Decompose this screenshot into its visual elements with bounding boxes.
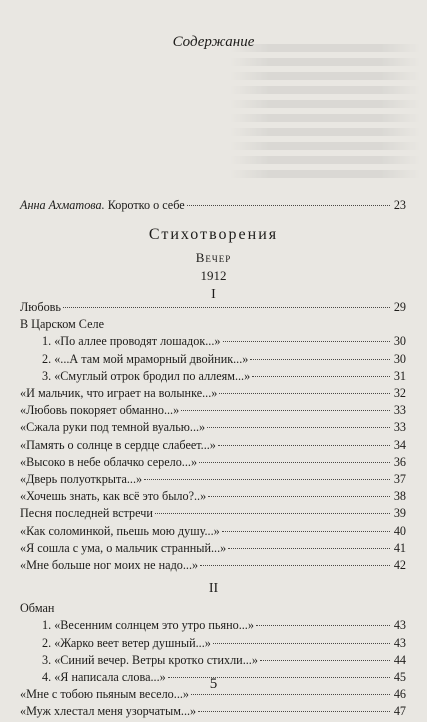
- dot-leader: [207, 427, 390, 428]
- toc-entry: [20, 558, 406, 576]
- toc-entry-title: «Сжала руки под темной вуалью...»: [20, 420, 206, 435]
- toc-entry-title: «Муж хлестал меня узорчатым...»: [20, 704, 197, 719]
- toc-entry-title: В Царском Селе: [20, 317, 104, 332]
- part-heading: I: [211, 287, 216, 302]
- toc-entry-title: «Как соломинкой, пьешь мою душу...»: [20, 523, 220, 538]
- page-number-value: 5: [209, 676, 218, 692]
- toc-page-number: 44: [393, 652, 406, 667]
- toc-entry-title: Песня последней встречи: [20, 506, 153, 521]
- toc-page-number: 45: [393, 670, 406, 684]
- toc-entry: [42, 352, 406, 370]
- dot-leader: [252, 376, 390, 377]
- toc-page-number: 30: [393, 334, 406, 349]
- toc-entry: [20, 472, 406, 490]
- toc-entry: [20, 524, 406, 542]
- toc-page-number: 33: [393, 420, 406, 435]
- toc-entry-title: «И мальчик, что играет на волынке...»: [20, 386, 218, 400]
- toc-page-number: 47: [393, 704, 406, 719]
- toc-page-number: 38: [393, 489, 406, 504]
- toc-entry-title: «Дверь полуоткрыта...»: [20, 472, 143, 486]
- section-heading: Стихотворения: [148, 226, 279, 243]
- toc-entry: [20, 438, 406, 456]
- dot-leader: [218, 445, 390, 446]
- toc-entry: [20, 386, 406, 404]
- dot-leader: [144, 479, 390, 480]
- toc-entry-title: «Высоко в небе облачко серело...»: [20, 454, 198, 469]
- toc-page-number: 42: [393, 558, 406, 572]
- book-heading: Вечер: [195, 250, 232, 265]
- toc-entry-title: «Мне больше ног моих не надо...»: [20, 558, 199, 572]
- toc-page-number: 39: [393, 506, 406, 521]
- toc-entry-title: 1. «Весенним солнцем это утро пьяно...»: [42, 618, 254, 633]
- page-number: [0, 676, 427, 693]
- toc-page-number: 33: [393, 403, 406, 418]
- intro-title: Коротко о себе: [104, 198, 185, 212]
- toc-page-number: 23: [393, 198, 406, 212]
- dot-leader: [198, 711, 390, 712]
- intro-author: Анна Ахматова.: [20, 198, 105, 212]
- toc-entry: [20, 541, 406, 559]
- toc-page-number: 46: [393, 687, 406, 702]
- dot-leader: [155, 513, 390, 514]
- toc-entry-title: Обман: [20, 601, 55, 616]
- toc-entry-title: 4. «Я написала слова...»: [42, 670, 166, 684]
- show-through-text: [230, 38, 420, 178]
- toc-entry: [20, 506, 406, 524]
- dot-leader: [228, 548, 390, 549]
- dot-leader: [63, 307, 390, 308]
- toc-entry: [20, 317, 406, 335]
- toc-entry-title: 1. «По аллее проводят лошадок...»: [42, 334, 221, 349]
- dot-leader: [187, 205, 390, 206]
- toc-entry: [20, 455, 406, 473]
- toc-page-number: 32: [393, 386, 406, 400]
- toc-page-number: 41: [393, 540, 406, 555]
- toc-entry-title: «Мне с тобою пьяным весело...»: [20, 687, 190, 702]
- page-title: Содержание: [172, 34, 255, 50]
- toc-page-number: 31: [393, 368, 406, 383]
- dot-leader: [219, 393, 390, 394]
- toc-entry-title: «Память о солнце в сердце слабеет...»: [20, 437, 216, 452]
- toc-page-number: 34: [393, 437, 406, 452]
- dot-leader: [208, 496, 390, 497]
- toc-page-number: 29: [393, 300, 406, 314]
- dot-leader: [223, 341, 391, 342]
- toc-entry-title: «Хочешь знать, как всё это было?..»: [20, 489, 207, 504]
- year-heading: 1912: [200, 268, 227, 283]
- toc-entry-title: 3. «Синий вечер. Ветры кроткo стихли...»: [42, 652, 258, 667]
- toc-entry-title: 2. «Жарко веет ветер душный...»: [42, 635, 211, 650]
- part-heading: II: [208, 581, 219, 597]
- toc-page-number: 43: [393, 635, 406, 650]
- toc-page-number: 43: [393, 618, 406, 633]
- toc-entry: [42, 334, 406, 352]
- dot-leader: [181, 410, 390, 411]
- dot-leader: [200, 565, 390, 566]
- toc-entry: [20, 300, 406, 318]
- toc-entry-title: 3. «Смуглый отрок бродил по аллеям...»: [42, 368, 251, 383]
- toc-page-number: 37: [393, 472, 406, 486]
- dot-leader: [199, 462, 390, 463]
- dot-leader: [222, 531, 390, 532]
- toc-entry-intro: [20, 198, 406, 216]
- toc-page-number: 30: [393, 351, 406, 366]
- toc-page-number: 36: [393, 454, 406, 469]
- toc-entry: [42, 369, 406, 387]
- toc-entry: [20, 420, 406, 438]
- toc-entry: [20, 489, 406, 507]
- toc-entry: [20, 704, 406, 722]
- toc-page-number: 40: [393, 523, 406, 538]
- toc-entry: [20, 403, 406, 421]
- toc-entry-title: [20, 198, 185, 213]
- dot-leader: [250, 359, 390, 360]
- toc-entry-title: «Я сошла с ума, о мальчик странный...»: [20, 540, 227, 555]
- toc-entry-title: Любовь: [20, 300, 61, 314]
- toc-entry-title: «Любовь покоряет обманно...»: [20, 403, 180, 418]
- toc-entry-title: 2. «...А там мой мраморный двойник...»: [42, 351, 249, 366]
